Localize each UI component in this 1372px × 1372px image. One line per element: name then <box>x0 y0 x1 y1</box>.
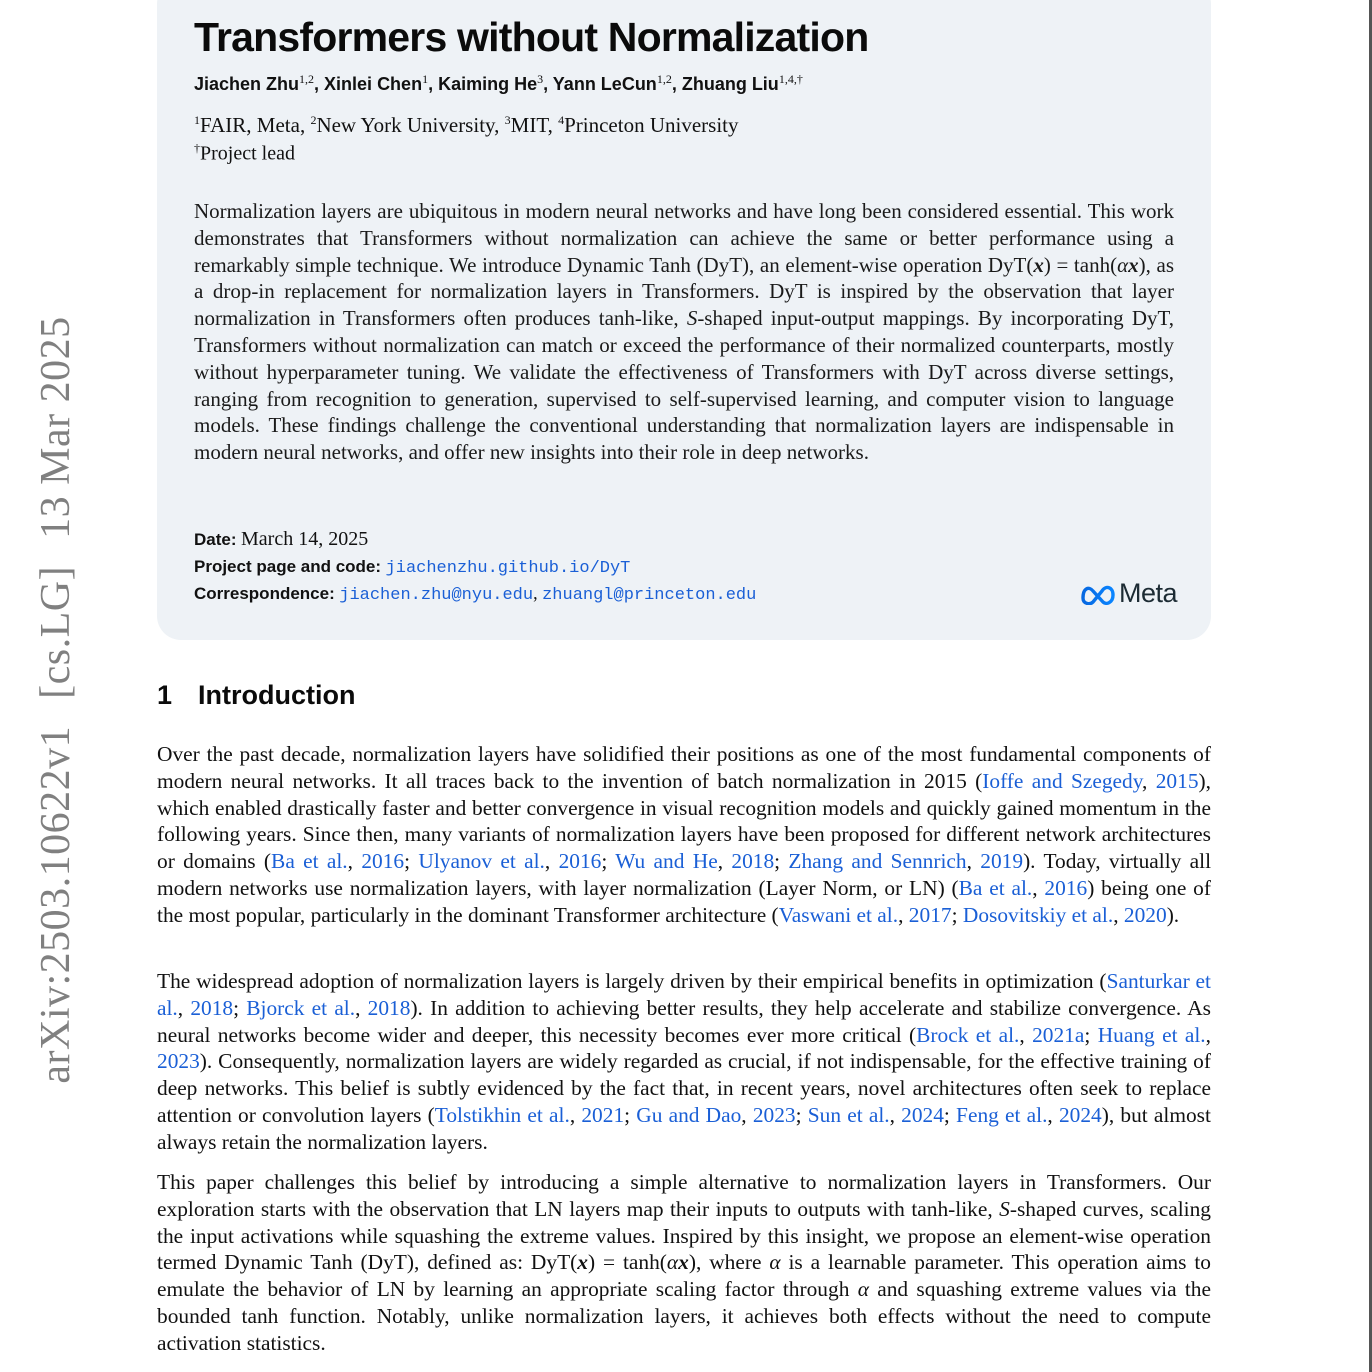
meta-logo-text: Meta <box>1119 578 1178 608</box>
citation-link[interactable]: 2024 <box>1058 1102 1102 1127</box>
arxiv-identifier-stamp <box>32 308 80 1091</box>
math-symbol: S <box>999 1196 1010 1221</box>
citation-link[interactable]: Brock et al. <box>916 1022 1020 1047</box>
citation-link[interactable]: 2020 <box>1123 902 1167 927</box>
affiliation: FAIR, Meta <box>200 113 300 137</box>
citation-link[interactable]: Huang et al. <box>1097 1022 1206 1047</box>
project-lead-note: †Project lead <box>194 141 295 165</box>
intro-paragraph-3: This paper challenges this belief by introducing a simple alternative to normalization layers in Transformers. Our exploration starts with the observation that LN layers map their inputs to outputs with tanh-like, S-shaped curves, scaling the input activations while squashing the extreme values. Inspired by this insight, we propose an element-wise operation termed Dynamic Tanh (DyT), defined as: DyT(x) = tanh(αx), where α is a learnable parameter. This operation aims to emulate the behavior of LN by learning an appropriate scaling factor through α and squashing extreme values via the bounded tanh function. Notably, unlike normalization layers, it achieves both effects without the need to compute activation statistics. <box>157 1170 1212 1355</box>
citation-link[interactable]: Feng et al. <box>956 1102 1048 1127</box>
meta-infinity-icon <box>1079 583 1117 605</box>
citation-link[interactable]: Vaswani et al. <box>778 902 899 927</box>
citation-link[interactable]: 2016 <box>558 849 602 874</box>
affiliation: Princeton University <box>564 113 739 137</box>
author-list: Jiachen Zhu$^{1,2}$, Xinlei Chen$^1$, Kaiming He$^3$, Yann LeCun$^{1,2}$, Zhuang Liu$^{1,4,\dagger}$ <box>194 72 803 94</box>
arxiv-category: [cs.LG] <box>33 565 79 699</box>
affiliations: $^1$FAIR, Meta, $^2$New York University, $^3$MIT, $^4$Princeton University <box>194 113 739 137</box>
citation-link[interactable]: Gu and Dao <box>636 1102 742 1127</box>
citation-link[interactable]: 2023 <box>157 1049 200 1074</box>
math-vector: x <box>577 1250 588 1275</box>
project-row <box>194 553 756 580</box>
citation-link[interactable]: 2018 <box>731 849 775 874</box>
citation-link[interactable]: 2016 <box>1044 875 1088 900</box>
author[interactable]: Yann LeCun$^{1,2}$ <box>552 72 672 94</box>
email-link[interactable]: zhuangl@princeton.edu <box>542 586 757 605</box>
math-symbol: α <box>769 1250 781 1275</box>
affiliation: MIT <box>510 113 548 137</box>
correspondence-label: Correspondence: <box>194 584 335 603</box>
section-heading-introduction <box>157 680 356 711</box>
author[interactable]: Xinlei Chen$^1$ <box>324 72 429 94</box>
intro-paragraph-1: Over the past decade, normalization layers have solidified their positions as one of the most fundamental components of modern neural networks. It all traces back to the invention of batch normalization in 2015 (Ioffe and Szegedy, 2015), which enabled drastically faster and better convergence in visual recognition models and quickly gained momentum in the following years. Since then, many variants of normalization layers have been proposed for different network architectures or domains (Ba et al., 2016; Ulyanov et al., 2016; Wu and He, 2018; Zhang and Sennrich, 2019). Today, virtually all modern networks use normalization layers, with layer normalization (Layer Norm, or LN) (Ba et al., 2016) being one of the most popular, particularly in the dominant Transformer architecture (Vaswani et al., 2017; Dosovitskiy et al., 2020). <box>157 742 1212 927</box>
author[interactable]: Zhuang Liu$^{1,4,\dagger}$ <box>681 72 803 94</box>
section-title: Introduction <box>198 680 356 710</box>
project-label: Project page and code: <box>194 557 382 576</box>
citation-link[interactable]: Ba et al. <box>271 849 348 874</box>
citation-link[interactable]: 2021a <box>1032 1022 1085 1047</box>
author[interactable]: Kaiming He$^3$ <box>438 72 544 94</box>
math-symbol: α <box>857 1277 869 1302</box>
citation-link[interactable]: Wu and He <box>615 849 718 874</box>
citation-link[interactable]: Santurkar et al. <box>157 969 1211 1020</box>
citation-link[interactable]: Bjorck et al. <box>246 995 356 1020</box>
correspondence-row: Correspondence: jiachen.zhu@nyu.edu, zhuangl@princeton.edu <box>194 583 757 605</box>
citation-link[interactable]: 2018 <box>190 995 234 1020</box>
author[interactable]: Jiachen Zhu$^{1,2}$ <box>194 72 315 94</box>
citation-link[interactable]: Ba et al. <box>958 875 1033 900</box>
citation-link[interactable]: 2019 <box>980 849 1024 874</box>
date-row <box>194 526 756 553</box>
citation-link[interactable]: 2024 <box>901 1102 944 1127</box>
citation-link[interactable]: Tolstikhin et al. <box>434 1102 570 1127</box>
meta-logo <box>1079 578 1177 609</box>
citation-link[interactable]: Zhang and Sennrich <box>788 849 967 874</box>
date-value: March 14, 2025 <box>241 528 369 550</box>
math-vector: x <box>678 1250 689 1275</box>
citation-link[interactable]: 2021 <box>581 1102 625 1127</box>
citation-link[interactable]: 2017 <box>908 902 952 927</box>
affiliation: New York University <box>316 113 495 137</box>
intro-paragraph-2: The widespread adoption of normalization layers is largely driven by their empirical benefits in optimization (Santurkar et al., 2018; Bjorck et al., 2018). In addition to achieving better results, they help accelerate and stabilize convergence. As neural networks become wider and deeper, this necessity becomes ever more critical (Brock et al., 2021a; Huang et al., 2023). Consequently, normalization layers are widely regarded as crucial, if not indispensable, for the effective training of deep networks. This belief is subtly evidenced by the fact that, in recent years, novel architectures often seek to replace attention or convolution layers (Tolstikhin et al., 2021; Gu and Dao, 2023; Sun et al., 2024; Feng et al., 2024), but almost always retain the normalization layers. <box>157 969 1212 1154</box>
citation-link[interactable]: 2018 <box>367 995 411 1020</box>
project-link[interactable]: jiachenzhu.github.io/DyT <box>385 559 631 578</box>
abstract: Normalization layers are ubiquitous in modern neural networks and have long been considered essential. This work demonstrates that Transformers without normalization can achieve the same or better performance using a remarkably simple technique. We introduce Dynamic Tanh (DyT), an element-wise operation DyT(x) = tanh(αx), as a drop-in replacement for normalization layers in Transformers. DyT is inspired by the observation that layer normalization in Transformers often produces tanh-like, S-shaped input-output mappings. By incorporating DyT, Transformers without normalization can match or exceed the performance of their normalized counterparts, mostly without hyperparameter tuning. We validate the effectiveness of Transformers with DyT across diverse settings, ranging from recognition to generation, supervised to self-supervised learning, and computer vision to language models. These findings challenge the conventional understanding that normalization layers are indispensable in modern neural networks, and offer new insights into their role in deep networks. <box>194 199 1175 465</box>
math-symbol: α <box>666 1250 679 1275</box>
citation-link[interactable]: Dosovitskiy et al. <box>962 902 1114 927</box>
paper-title: Transformers without Normalization <box>194 14 869 60</box>
arxiv-date: 13 Mar 2025 <box>33 316 79 539</box>
section-number: 1 <box>157 680 173 710</box>
paper-metadata <box>194 526 756 607</box>
citation-link[interactable]: Ulyanov et al. <box>418 849 545 874</box>
citation-link[interactable]: 2015 <box>1155 768 1199 793</box>
citation-link[interactable]: 2016 <box>361 849 405 874</box>
email-link[interactable]: jiachen.zhu@nyu.edu <box>339 586 534 605</box>
citation-link[interactable]: Sun et al. <box>807 1102 890 1127</box>
date-label: Date: <box>194 530 237 549</box>
arxiv-id: arXiv:2503.10622v1 <box>33 725 79 1084</box>
citation-link[interactable]: Ioffe and Szegedy <box>982 768 1143 793</box>
citation-link[interactable]: 2023 <box>752 1102 796 1127</box>
